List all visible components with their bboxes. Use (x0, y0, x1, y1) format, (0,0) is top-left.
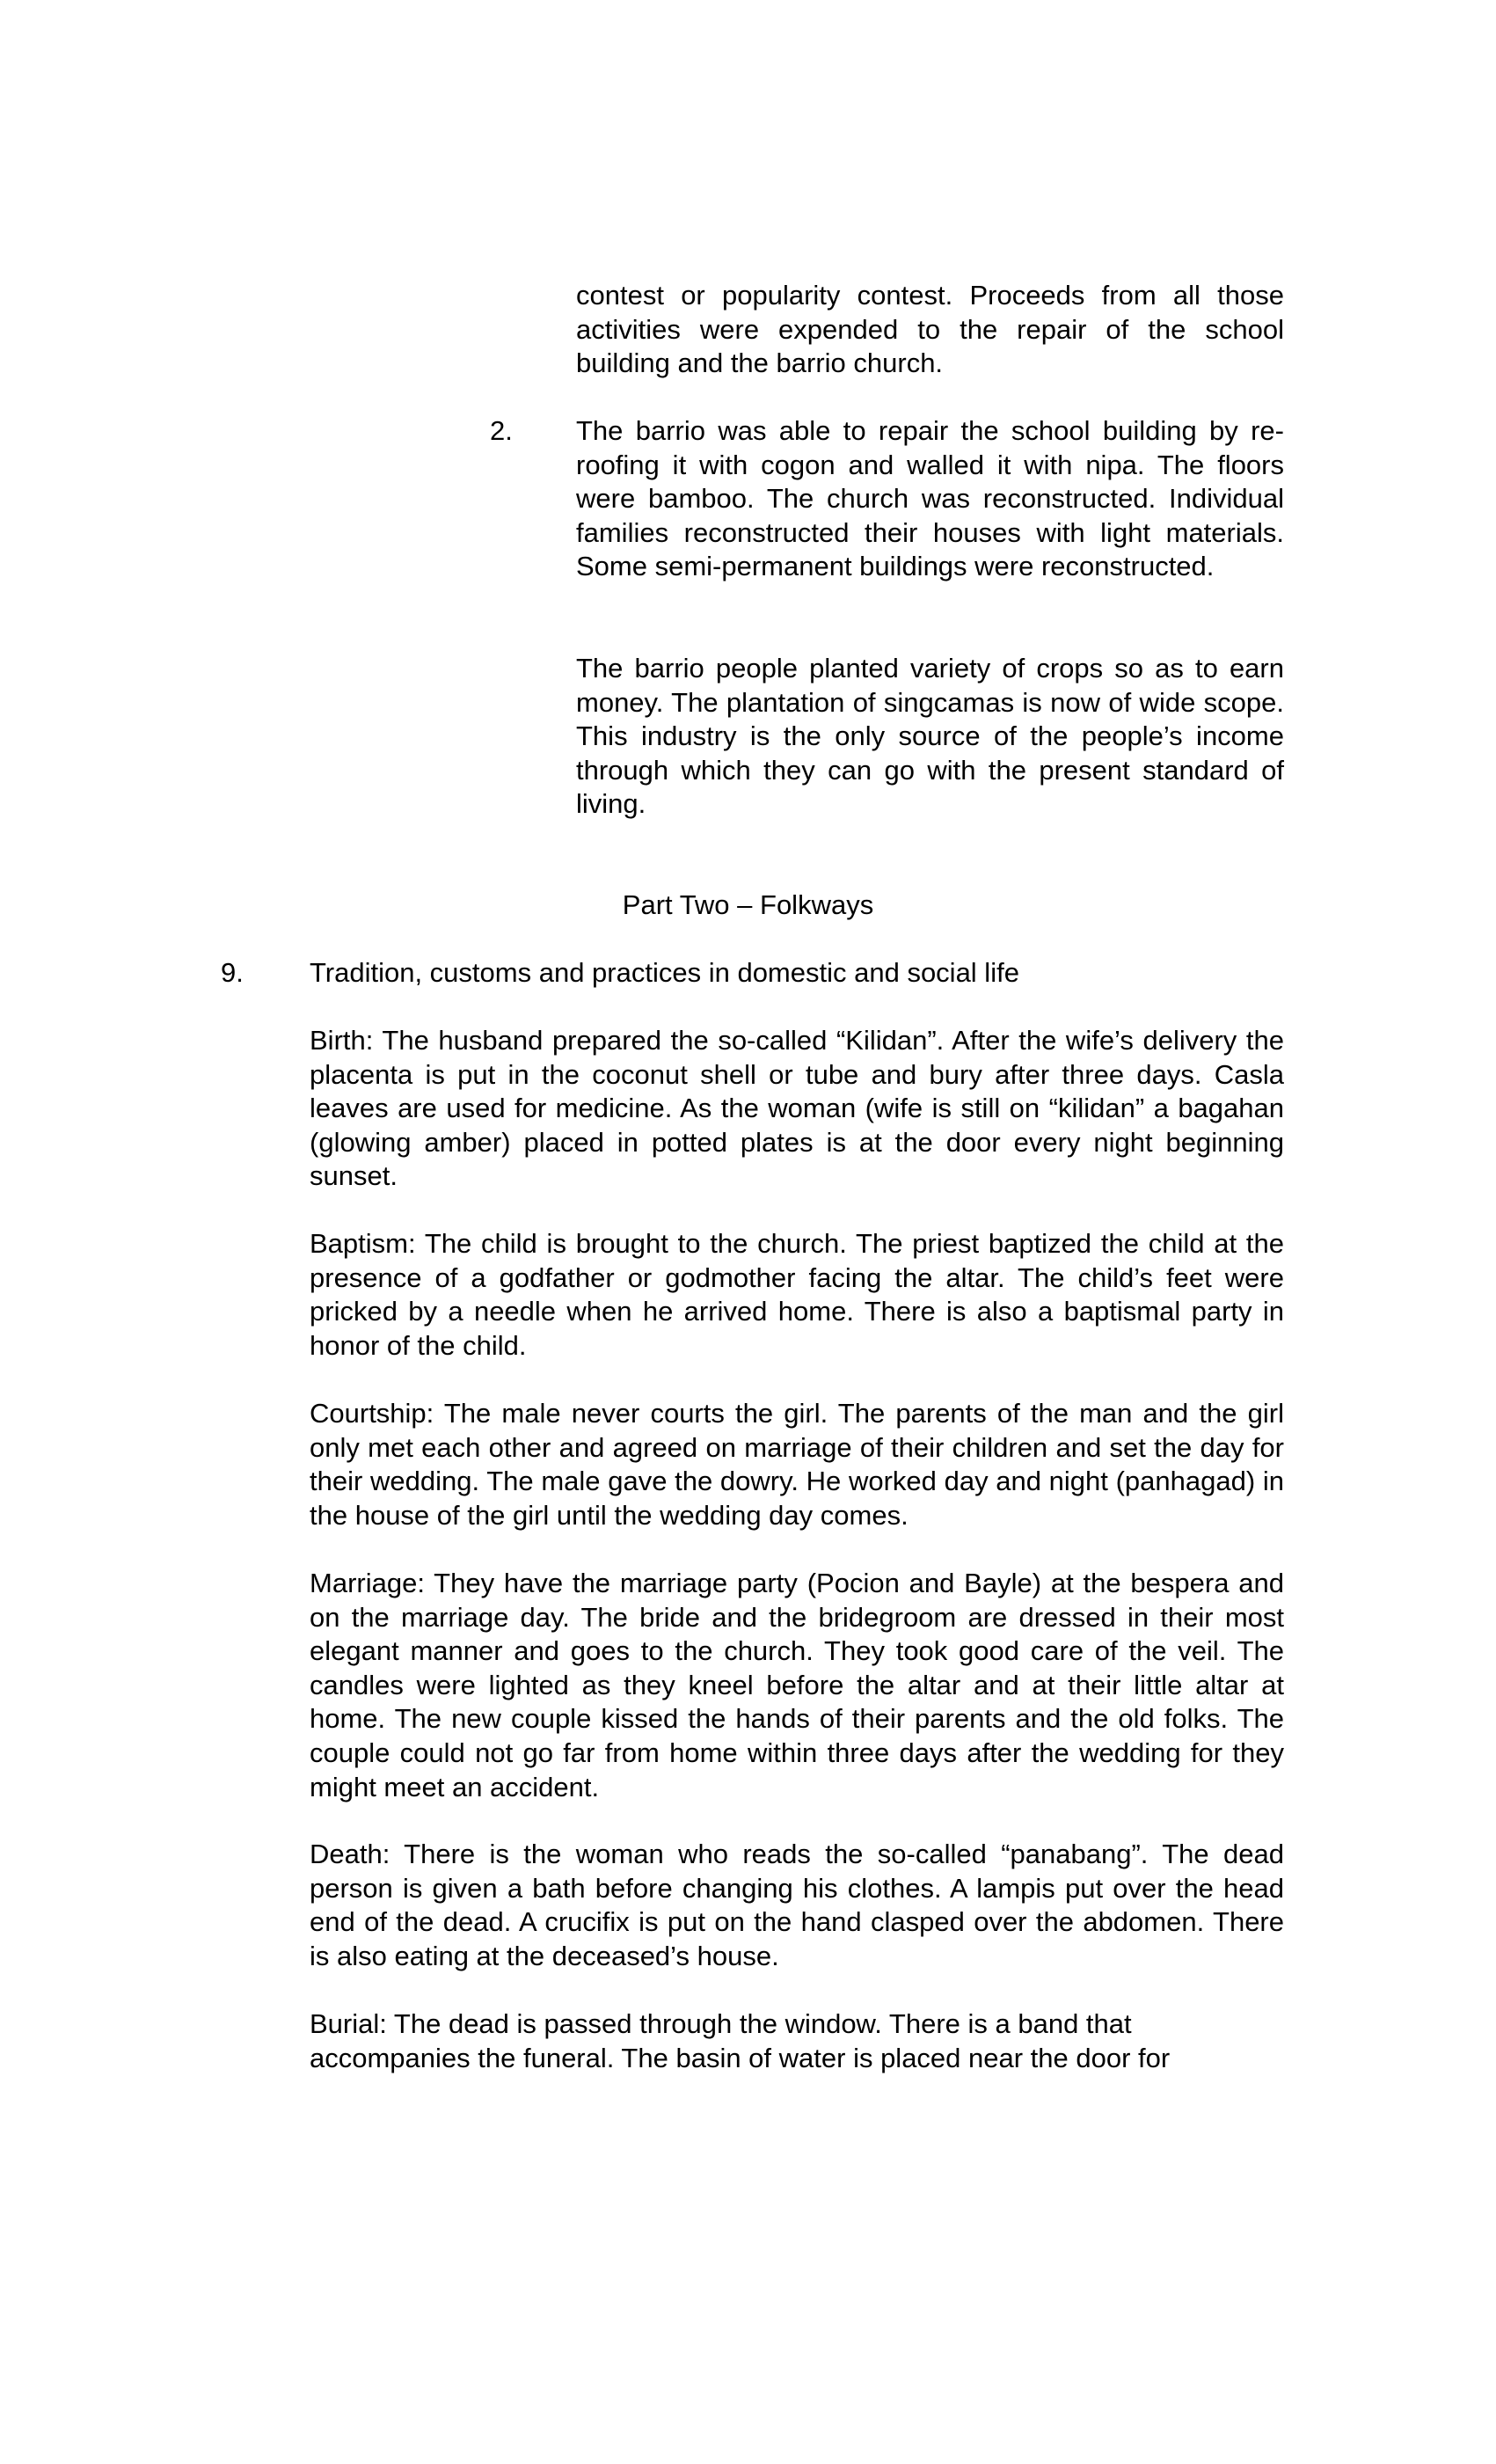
crops-paragraph: The barrio people planted variety of crops so as to earn money. The plantation of singcamas is now of wide scope. This industry is the only source of the people’s income through which they can go with the present standard of living. (576, 653, 1284, 820)
courtship-paragraph: Courtship: The male never courts the girl. The parents of the man and the girl only met each other and agreed on marriage of their children and set the day for their wedding. The male gave the dowry. He worked day and night (panhagad) in the house of the girl until the wedding day comes. (310, 1398, 1284, 1531)
item-9-number: 9. (221, 957, 244, 988)
item-2-paragraph: The barrio was able to repair the school building by re-roofing it with cogon and walled it with nipa. The floors were bamboo. The church was reconstructed. Individual families reconstructed their houses with light materials. Some semi-permanent buildings were reconstructed. (576, 415, 1284, 582)
burial-paragraph: Burial: The dead is passed through the window. There is a band that accompanies the funeral. The basin of water is placed near the door for (310, 2008, 1171, 2073)
baptism-paragraph: Baptism: The child is brought to the church. The priest baptized the child at the presence of a godfather or godmother facing the altar. The child’s feet were pricked by a needle when he arrived home. There is also a baptismal party in honor of the child. (310, 1228, 1284, 1361)
continuation-paragraph: contest or popularity contest. Proceeds from all those activities were expended to the repair of the school building and the barrio church. (576, 280, 1284, 379)
marriage-paragraph: Marriage: They have the marriage party (Pocion and Bayle) at the bespera and on the marriage day. The bride and the bridegroom are dressed in their most elegant manner and goes to the church. They took good care of the veil. The candles were lighted as they kneel before the altar and at their little altar at home. The new couple kissed the hands of their parents and the old folks. The couple could not go far from home within three days after the wedding for they might meet an accident. (310, 1568, 1284, 1802)
item-9-title: Tradition, customs and practices in domestic and social life (310, 957, 1019, 988)
birth-paragraph: Birth: The husband prepared the so-called “Kilidan”. After the wife’s delivery the placenta is put in the coconut shell or tube and bury after three days. Casla leaves are used for medicine. As the woman (wife is still on “kilidan” a bagahan (glowing amber) placed in potted plates is at the door every night beginning sunset. (310, 1025, 1284, 1192)
death-paragraph: Death: There is the woman who reads the so-called “panabang”. The dead person is given a bath before changing his clothes. A lampis put over the head end of the dead. A crucifix is put on the hand clasped over the abdomen. There is also eating at the deceased’s house. (310, 1839, 1284, 1971)
item-2-number: 2. (490, 415, 513, 446)
part-heading: Part Two – Folkways (622, 889, 874, 920)
